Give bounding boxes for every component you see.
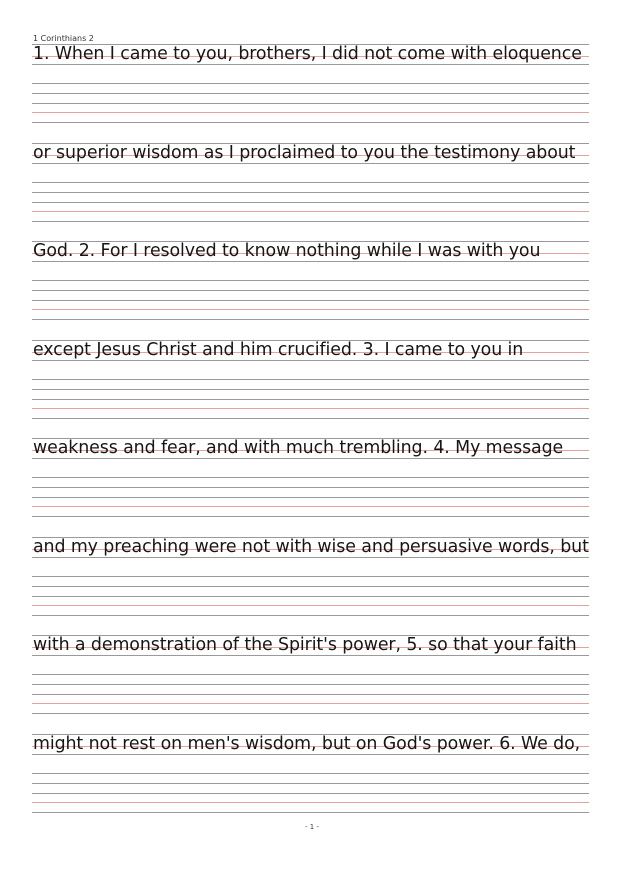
gray-guide-line <box>32 576 589 577</box>
gray-guide-line <box>32 713 589 714</box>
gray-guide-line <box>32 596 589 597</box>
gray-guide-line <box>32 261 589 262</box>
writing-line-block <box>32 143 589 223</box>
gray-guide-line <box>32 103 589 104</box>
writing-line-block <box>32 44 589 124</box>
gray-guide-line <box>32 418 589 419</box>
verse-text-line: with a demonstration of the Spirit's power, 5. so that your faith <box>33 635 577 655</box>
verse-text-line: and my preaching were not with wise and persuasive words, but <box>33 536 589 557</box>
verse-text-line: or superior wisdom as I proclaimed to you the testimony about <box>33 142 576 163</box>
gray-guide-line <box>32 182 589 183</box>
red-guide-line <box>32 703 589 704</box>
gray-guide-line <box>32 163 589 164</box>
gray-guide-line <box>32 389 589 390</box>
gray-guide-line <box>32 83 589 84</box>
gray-guide-line <box>32 812 589 813</box>
gray-guide-line <box>32 783 589 784</box>
gray-guide-line <box>32 773 589 774</box>
gray-guide-line <box>32 64 589 65</box>
gray-guide-line <box>32 319 589 320</box>
gray-guide-line <box>32 487 589 488</box>
gray-guide-line <box>32 202 589 203</box>
gray-guide-line <box>32 516 589 517</box>
writing-line-block <box>32 537 589 617</box>
writing-line-block <box>32 734 589 814</box>
gray-guide-line <box>32 684 589 685</box>
gray-guide-line <box>32 586 589 587</box>
gray-guide-line <box>32 93 589 94</box>
gray-guide-line <box>32 754 589 755</box>
gray-guide-line <box>32 793 589 794</box>
verse-text-line: weakness and fear, and with much trembling. 4. My message <box>33 438 564 458</box>
gray-guide-line <box>32 192 589 193</box>
writing-line-block <box>32 241 589 321</box>
red-guide-line <box>32 211 589 212</box>
verse-text-line: might not rest on men's wisdom, but on God's power. 6. We do, <box>33 733 581 754</box>
gray-guide-line <box>32 122 589 123</box>
verse-text-line: God. 2. For I resolved to know nothing while I was with you <box>33 241 541 261</box>
gray-guide-line <box>32 674 589 675</box>
gray-guide-line <box>32 360 589 361</box>
red-guide-line <box>32 309 589 310</box>
gray-guide-line <box>32 477 589 478</box>
gray-guide-line <box>32 615 589 616</box>
red-guide-line <box>32 605 589 606</box>
red-guide-line <box>32 802 589 803</box>
writing-line-block <box>32 438 589 518</box>
gray-guide-line <box>32 497 589 498</box>
page-header: 1 Corinthians 2 <box>33 34 94 43</box>
gray-guide-line <box>32 300 589 301</box>
red-guide-line <box>32 506 589 507</box>
gray-guide-line <box>32 458 589 459</box>
writing-line-block <box>32 340 589 420</box>
gray-guide-line <box>32 221 589 222</box>
gray-guide-line <box>32 557 589 558</box>
gray-guide-line <box>32 379 589 380</box>
gray-guide-line <box>32 399 589 400</box>
gray-guide-line <box>32 290 589 291</box>
verse-text-line: 1. When I came to you, brothers, I did not come with eloquence <box>33 44 582 64</box>
red-guide-line <box>32 408 589 409</box>
writing-line-block <box>32 635 589 715</box>
gray-guide-line <box>32 694 589 695</box>
page-number: - 1 - <box>305 823 319 831</box>
verse-text-line: except Jesus Christ and him crucified. 3. I came to you in <box>33 339 524 360</box>
gray-guide-line <box>32 280 589 281</box>
red-guide-line <box>32 112 589 113</box>
gray-guide-line <box>32 655 589 656</box>
